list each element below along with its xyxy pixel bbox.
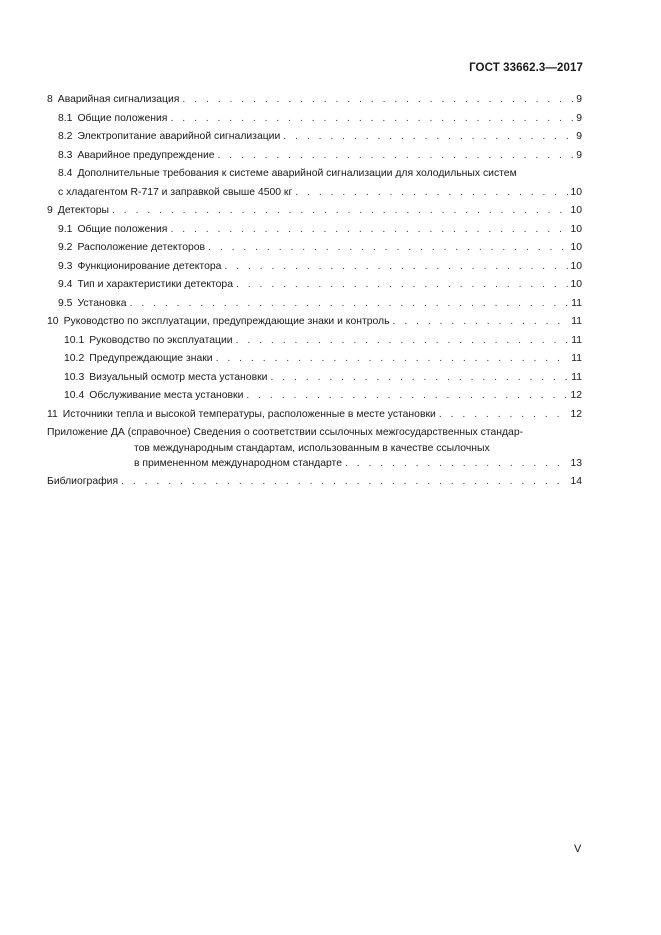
toc-page: 9 bbox=[576, 112, 582, 124]
toc-page: 10 bbox=[570, 260, 582, 272]
toc-title: Библиография bbox=[47, 476, 119, 487]
toc-number: 8.1 bbox=[58, 112, 73, 124]
dot-leader bbox=[345, 455, 568, 474]
toc-number: 10.1 bbox=[64, 334, 85, 346]
toc-title: Функционирование детектора bbox=[77, 260, 222, 272]
toc-title: Руководство по эксплуатации, предупреждающие знаки и контроль bbox=[63, 316, 390, 327]
toc-entry-9-4[interactable] bbox=[47, 276, 582, 295]
toc-entry-bibliography[interactable] bbox=[47, 473, 582, 492]
toc-title: Расположение детекторов bbox=[77, 242, 206, 253]
toc-title: с хладагентом R-717 и заправкой свыше 4500 кг bbox=[58, 186, 293, 198]
toc-number: 11 bbox=[47, 408, 58, 420]
toc-title: Руководство по эксплуатации bbox=[89, 334, 233, 346]
toc-entry-9-2[interactable] bbox=[47, 239, 582, 258]
toc-page: 11 bbox=[571, 316, 582, 327]
toc-entry-9-3[interactable] bbox=[47, 258, 582, 277]
toc-page: 12 bbox=[570, 390, 582, 401]
toc-page: 10 bbox=[570, 205, 582, 216]
toc-number: 9.2 bbox=[58, 242, 73, 253]
toc-page: 11 bbox=[571, 334, 582, 346]
toc-title: Аварийная сигнализация bbox=[57, 94, 180, 105]
toc-entry-10-4[interactable] bbox=[47, 387, 582, 406]
toc-number: 10.3 bbox=[64, 371, 85, 383]
toc-number: 9.3 bbox=[58, 260, 73, 272]
toc-entry-9-1[interactable] bbox=[47, 221, 582, 240]
dot-leader bbox=[112, 202, 568, 221]
toc-entry-10[interactable] bbox=[47, 313, 582, 332]
toc-title: Визуальный осмотр места установки bbox=[89, 371, 268, 383]
dot-leader bbox=[170, 221, 568, 240]
toc-number: 8.2 bbox=[58, 131, 73, 142]
toc-page: 9 bbox=[576, 94, 582, 105]
toc-page: 9 bbox=[576, 131, 582, 142]
dot-leader bbox=[216, 350, 570, 369]
toc-entry-8-4[interactable] bbox=[47, 165, 582, 202]
toc-number: 9 bbox=[47, 205, 53, 216]
toc-number: 8 bbox=[47, 94, 53, 105]
toc-page: 9 bbox=[576, 149, 582, 161]
toc-title: Общие положения bbox=[77, 112, 168, 124]
toc-title: в примененном международном стандарте bbox=[134, 457, 342, 469]
toc-page: 10 bbox=[570, 223, 582, 235]
dot-leader bbox=[295, 184, 568, 203]
dot-leader bbox=[208, 239, 568, 258]
toc-title: Детекторы bbox=[57, 205, 110, 216]
toc-title: Дополнительные требования к системе аварийной сигнализации для холодильных систем bbox=[77, 168, 517, 179]
toc-entry-8[interactable] bbox=[47, 91, 582, 110]
toc-entry-11[interactable] bbox=[47, 406, 582, 425]
toc-page: 13 bbox=[570, 457, 582, 469]
toc-title: Предупреждающие знаки bbox=[89, 353, 213, 364]
toc-number: 10.4 bbox=[64, 390, 85, 401]
toc-title-continuation: тов международным стандартам, использованным в качестве ссылочных bbox=[134, 442, 490, 454]
toc-number: 10.2 bbox=[64, 353, 85, 364]
dot-leader bbox=[170, 110, 574, 129]
toc-title: Источники тепла и высокой температуры, расположенные в месте установки bbox=[62, 408, 436, 420]
toc-page: 10 bbox=[570, 186, 582, 198]
toc-title: Тип и характеристики детектора bbox=[77, 279, 233, 290]
toc-number: 8.3 bbox=[58, 149, 73, 161]
dot-leader bbox=[393, 313, 570, 332]
toc-entry-10-2[interactable] bbox=[47, 350, 582, 369]
toc-entry-8-1[interactable] bbox=[47, 110, 582, 129]
toc-number: 10 bbox=[47, 316, 59, 327]
toc-number: 9.4 bbox=[58, 279, 73, 290]
dot-leader bbox=[246, 387, 568, 406]
toc-entry-8-2[interactable] bbox=[47, 128, 582, 147]
toc-entry-8-3[interactable] bbox=[47, 147, 582, 166]
toc-page: 11 bbox=[571, 371, 582, 383]
toc-entry-9-5[interactable] bbox=[47, 295, 582, 314]
toc-number: 8.4 bbox=[58, 168, 73, 179]
dot-leader bbox=[270, 369, 569, 388]
page-folio: V bbox=[574, 843, 582, 855]
dot-leader bbox=[121, 473, 568, 492]
toc-title: Установка bbox=[77, 297, 127, 309]
toc-number: 9.1 bbox=[58, 223, 73, 235]
dot-leader bbox=[224, 258, 568, 277]
toc-entry-10-1[interactable] bbox=[47, 332, 582, 351]
toc-page: 12 bbox=[570, 408, 582, 420]
toc-title: Общие положения bbox=[77, 223, 168, 235]
toc-number: 9.5 bbox=[58, 297, 73, 309]
toc-entry-10-3[interactable] bbox=[47, 369, 582, 388]
toc-page: 11 bbox=[571, 353, 582, 364]
toc-title-continuation bbox=[47, 184, 582, 203]
toc-title: Обслуживание места установки bbox=[89, 390, 244, 401]
toc-title-continuation bbox=[47, 455, 582, 474]
toc-entry-9[interactable] bbox=[47, 202, 582, 221]
dot-leader bbox=[182, 91, 574, 110]
toc-page: 10 bbox=[570, 279, 582, 290]
toc-title-line bbox=[47, 165, 582, 184]
dot-leader bbox=[283, 128, 574, 147]
toc-page: 14 bbox=[570, 476, 582, 487]
document-code: ГОСТ 33662.3—2017 bbox=[469, 62, 583, 74]
toc-page: 11 bbox=[571, 297, 582, 309]
toc-page: 10 bbox=[570, 242, 582, 253]
toc-title: Электропитание аварийной сигнализации bbox=[77, 131, 281, 142]
dot-leader bbox=[439, 406, 569, 425]
dot-leader bbox=[236, 332, 570, 351]
toc-title: Аварийное предупреждение bbox=[77, 149, 215, 161]
table-of-contents bbox=[47, 91, 582, 492]
toc-title: Приложение ДА (справочное) Сведения о соответствии ссылочных межгосударственных стандар- bbox=[47, 427, 524, 438]
toc-entry-annex-da[interactable] bbox=[47, 424, 582, 473]
dot-leader bbox=[218, 147, 575, 166]
dot-leader bbox=[130, 295, 570, 314]
dot-leader bbox=[236, 276, 568, 295]
